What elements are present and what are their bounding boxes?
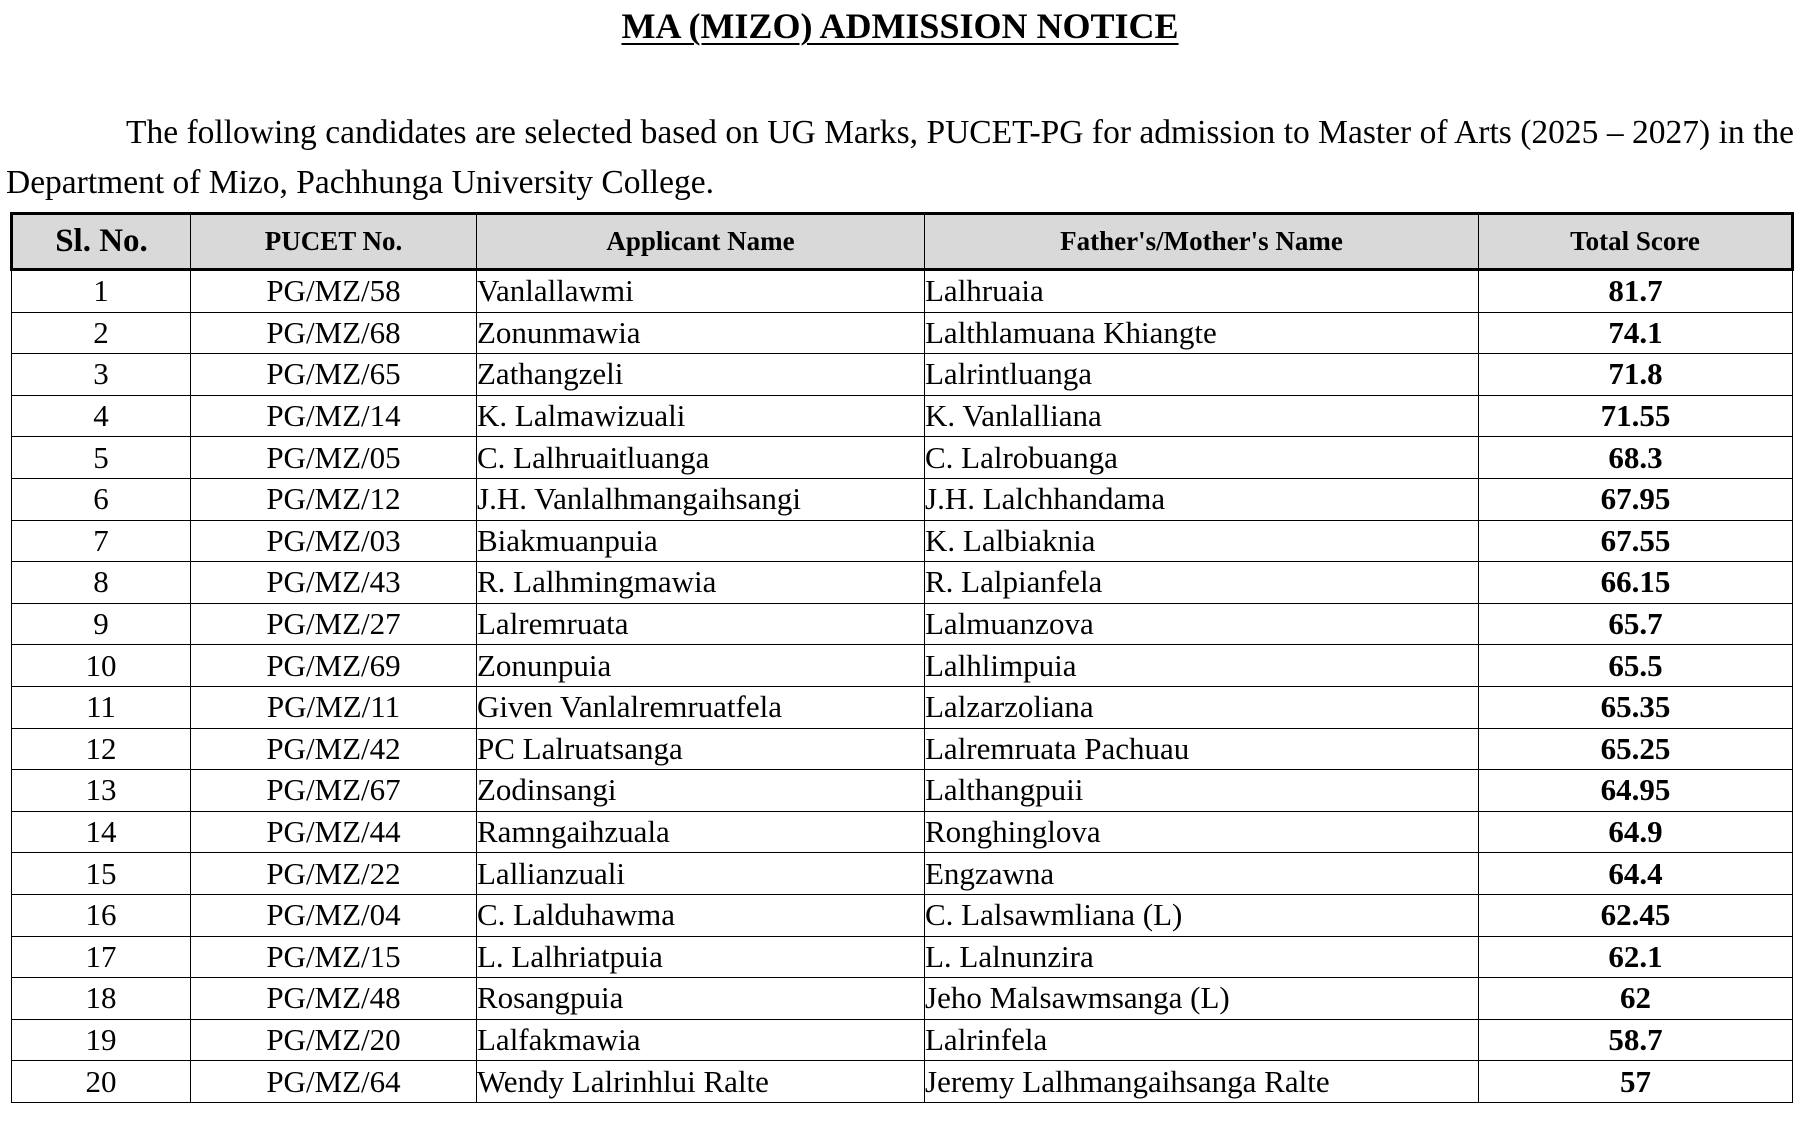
table-row (12, 270, 1793, 313)
cell-total-score: 64.95 (1479, 770, 1793, 812)
header-sl-no: Sl. No. (12, 214, 191, 270)
cell-sl-no: 3 (12, 354, 191, 396)
table-row (12, 728, 1793, 770)
cell-total-score: 57 (1479, 1061, 1793, 1103)
table-header (12, 214, 1793, 270)
cell-pucet-no: PG/MZ/12 (191, 478, 477, 520)
cell-applicant-name: Wendy Lalrinhlui Ralte (477, 1061, 925, 1103)
cell-sl-no: 19 (12, 1019, 191, 1061)
cell-pucet-no: PG/MZ/15 (191, 936, 477, 978)
cell-applicant-name: Lallianzuali (477, 853, 925, 895)
cell-total-score: 64.4 (1479, 853, 1793, 895)
cell-parent-name: Jeremy Lalhmangaihsanga Ralte (925, 1061, 1479, 1103)
cell-applicant-name: Ramngaihzuala (477, 811, 925, 853)
cell-pucet-no: PG/MZ/14 (191, 395, 477, 437)
cell-sl-no: 7 (12, 520, 191, 562)
table-row (12, 520, 1793, 562)
cell-parent-name: K. Vanlalliana (925, 395, 1479, 437)
cell-applicant-name: Zodinsangi (477, 770, 925, 812)
cell-parent-name: Lalrintluanga (925, 354, 1479, 396)
table-row (12, 395, 1793, 437)
header-parent-name: Father's/Mother's Name (925, 214, 1479, 270)
cell-applicant-name: Vanlallawmi (477, 270, 925, 313)
notice-title: MA (MIZO) ADMISSION NOTICE (621, 6, 1179, 46)
cell-parent-name: C. Lalrobuanga (925, 437, 1479, 479)
table-row (12, 686, 1793, 728)
header-applicant-name: Applicant Name (477, 214, 925, 270)
cell-pucet-no: PG/MZ/42 (191, 728, 477, 770)
cell-sl-no: 5 (12, 437, 191, 479)
cell-pucet-no: PG/MZ/48 (191, 978, 477, 1020)
cell-total-score: 65.35 (1479, 686, 1793, 728)
cell-sl-no: 13 (12, 770, 191, 812)
cell-parent-name: Jeho Malsawmsanga (L) (925, 978, 1479, 1020)
cell-pucet-no: PG/MZ/20 (191, 1019, 477, 1061)
cell-sl-no: 1 (12, 270, 191, 313)
table-header-row (12, 214, 1793, 270)
header-total-score: Total Score (1479, 214, 1793, 270)
table-row (12, 978, 1793, 1020)
cell-sl-no: 10 (12, 645, 191, 687)
cell-parent-name: C. Lalsawmliana (L) (925, 894, 1479, 936)
cell-parent-name: R. Lalpianfela (925, 562, 1479, 604)
table-row (12, 645, 1793, 687)
cell-sl-no: 17 (12, 936, 191, 978)
cell-sl-no: 6 (12, 478, 191, 520)
cell-parent-name: J.H. Lalchhandama (925, 478, 1479, 520)
table-row (12, 1019, 1793, 1061)
cell-total-score: 68.3 (1479, 437, 1793, 479)
cell-applicant-name: PC Lalruatsanga (477, 728, 925, 770)
table-row (12, 1061, 1793, 1103)
cell-applicant-name: J.H. Vanlalhmangaihsangi (477, 478, 925, 520)
cell-total-score: 62 (1479, 978, 1793, 1020)
cell-sl-no: 18 (12, 978, 191, 1020)
cell-pucet-no: PG/MZ/22 (191, 853, 477, 895)
notice-intro: The following candidates are selected based on UG Marks, PUCET-PG for admission to Master of Arts (2025 – 2027) in the Department of Mizo, Pachhunga University College. (6, 113, 1794, 201)
cell-applicant-name: Lalremruata (477, 603, 925, 645)
table-row (12, 478, 1793, 520)
cell-total-score: 67.95 (1479, 478, 1793, 520)
cell-sl-no: 14 (12, 811, 191, 853)
table-row (12, 603, 1793, 645)
notice-title-wrapper (0, 4, 1800, 48)
cell-pucet-no: PG/MZ/69 (191, 645, 477, 687)
cell-total-score: 74.1 (1479, 312, 1793, 354)
cell-pucet-no: PG/MZ/05 (191, 437, 477, 479)
cell-total-score: 71.55 (1479, 395, 1793, 437)
cell-pucet-no: PG/MZ/03 (191, 520, 477, 562)
cell-pucet-no: PG/MZ/27 (191, 603, 477, 645)
table-row (12, 354, 1793, 396)
cell-applicant-name: Zonunmawia (477, 312, 925, 354)
cell-applicant-name: L. Lalhriatpuia (477, 936, 925, 978)
cell-parent-name: Ronghinglova (925, 811, 1479, 853)
header-pucet-no: PUCET No. (191, 214, 477, 270)
cell-total-score: 81.7 (1479, 270, 1793, 313)
cell-pucet-no: PG/MZ/58 (191, 270, 477, 313)
cell-pucet-no: PG/MZ/65 (191, 354, 477, 396)
cell-parent-name: L. Lalnunzira (925, 936, 1479, 978)
cell-applicant-name: Lalfakmawia (477, 1019, 925, 1061)
cell-applicant-name: Biakmuanpuia (477, 520, 925, 562)
cell-pucet-no: PG/MZ/67 (191, 770, 477, 812)
cell-applicant-name: Zonunpuia (477, 645, 925, 687)
cell-applicant-name: C. Lalduhawma (477, 894, 925, 936)
table-row (12, 770, 1793, 812)
cell-total-score: 66.15 (1479, 562, 1793, 604)
cell-sl-no: 4 (12, 395, 191, 437)
cell-total-score: 62.45 (1479, 894, 1793, 936)
cell-sl-no: 8 (12, 562, 191, 604)
table-row (12, 811, 1793, 853)
cell-sl-no: 16 (12, 894, 191, 936)
table-body (12, 270, 1793, 1103)
cell-total-score: 65.5 (1479, 645, 1793, 687)
cell-parent-name: Lalmuanzova (925, 603, 1479, 645)
cell-applicant-name: K. Lalmawizuali (477, 395, 925, 437)
cell-sl-no: 20 (12, 1061, 191, 1103)
cell-applicant-name: Given Vanlalremruatfela (477, 686, 925, 728)
cell-total-score: 62.1 (1479, 936, 1793, 978)
cell-sl-no: 11 (12, 686, 191, 728)
cell-applicant-name: Zathangzeli (477, 354, 925, 396)
cell-parent-name: Lalthangpuii (925, 770, 1479, 812)
cell-applicant-name: R. Lalhmingmawia (477, 562, 925, 604)
table-row (12, 437, 1793, 479)
cell-sl-no: 12 (12, 728, 191, 770)
cell-parent-name: Lalhlimpuia (925, 645, 1479, 687)
cell-pucet-no: PG/MZ/11 (191, 686, 477, 728)
cell-total-score: 67.55 (1479, 520, 1793, 562)
cell-total-score: 64.9 (1479, 811, 1793, 853)
cell-parent-name: Lalzarzoliana (925, 686, 1479, 728)
cell-parent-name: Lalrinfela (925, 1019, 1479, 1061)
cell-pucet-no: PG/MZ/64 (191, 1061, 477, 1103)
cell-sl-no: 2 (12, 312, 191, 354)
cell-pucet-no: PG/MZ/43 (191, 562, 477, 604)
cell-total-score: 58.7 (1479, 1019, 1793, 1061)
cell-parent-name: Lalhruaia (925, 270, 1479, 313)
table-row (12, 312, 1793, 354)
table-row (12, 853, 1793, 895)
cell-applicant-name: C. Lalhruaitluanga (477, 437, 925, 479)
cell-parent-name: K. Lalbiaknia (925, 520, 1479, 562)
table-row (12, 894, 1793, 936)
cell-pucet-no: PG/MZ/44 (191, 811, 477, 853)
selected-candidates-table (10, 212, 1794, 1103)
cell-sl-no: 9 (12, 603, 191, 645)
cell-parent-name: Engzawna (925, 853, 1479, 895)
cell-applicant-name: Rosangpuia (477, 978, 925, 1020)
cell-total-score: 71.8 (1479, 354, 1793, 396)
table-row (12, 562, 1793, 604)
cell-total-score: 65.7 (1479, 603, 1793, 645)
cell-pucet-no: PG/MZ/04 (191, 894, 477, 936)
cell-parent-name: Lalremruata Pachuau (925, 728, 1479, 770)
table-row (12, 936, 1793, 978)
cell-pucet-no: PG/MZ/68 (191, 312, 477, 354)
cell-total-score: 65.25 (1479, 728, 1793, 770)
cell-parent-name: Lalthlamuana Khiangte (925, 312, 1479, 354)
cell-sl-no: 15 (12, 853, 191, 895)
